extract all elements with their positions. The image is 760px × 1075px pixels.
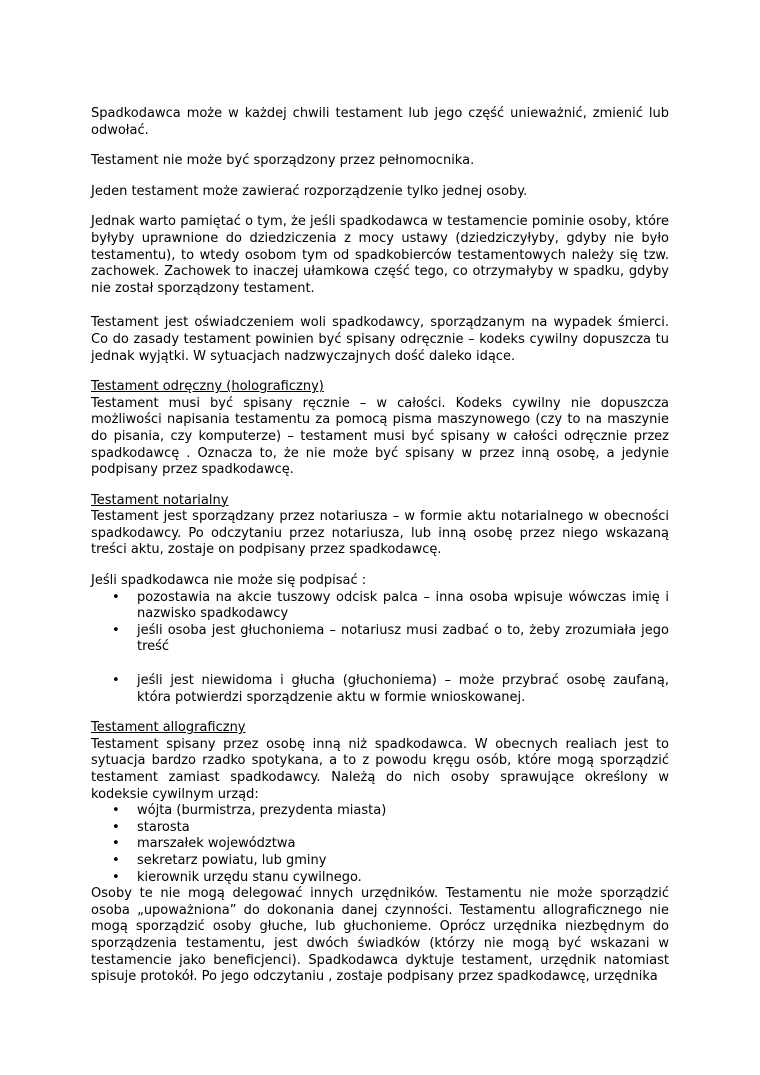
list-item xyxy=(91,803,669,820)
bullet-icon: • xyxy=(112,852,120,868)
list-item-text: sekretarz powiatu, lub gminy xyxy=(137,852,327,868)
bullet-icon: • xyxy=(112,869,120,885)
list-officials xyxy=(91,803,669,886)
list-item xyxy=(91,836,669,853)
list-item xyxy=(91,673,669,706)
heading-allographic: Testament allograficzny xyxy=(91,720,246,736)
list-item-text: wójta (burmistrza, prezydenta miasta) xyxy=(137,803,387,819)
paragraph-no-proxy: Testament nie może być sporządzony przez pełnomocnika. xyxy=(91,153,475,169)
bullet-icon: • xyxy=(112,803,120,819)
list-item-text: starosta xyxy=(137,819,190,835)
paragraph-revocation: Spadkodawca może w każdej chwili testament lub jego część unieważnić, zmienić lub odwołać. xyxy=(91,106,669,138)
paragraph-holographic: Testament musi być spisany ręcznie – w całości. Kodeks cywilny nie dopuszcza możliwości napisania testamentu za pomocą pisma maszynowego (czy to na maszynie do pisania, czy komputerze) – testament musi być spisany w całości odręcznie przez spadkodawcę . Oznacza to, że nie może być spisany w przez inną osobę, a jedynie podpisany przez spadkodawcę. xyxy=(91,395,669,478)
bullet-icon: • xyxy=(112,819,120,835)
bullet-icon: • xyxy=(112,589,120,605)
bullet-icon: • xyxy=(112,622,120,638)
bullet-icon: • xyxy=(112,673,120,689)
paragraph-forced-share: Jednak warto pamiętać o tym, że jeśli spadkodawca w testamencie pominie osoby, które byłyby uprawnione do dziedziczenia z mocy ustawy (dziedziczyłyby, gdyby nie było testamentu), to wtedy osobom tym od spadkobierców testamentowych należy się tzw. zachowek. Zachowek to inaczej ułamkowa część tego, co otrzymałyby w spadku, gdyby nie został sporządzony testament. xyxy=(91,214,669,296)
list-item xyxy=(91,820,669,837)
heading-notarial: Testament notarialny xyxy=(91,492,229,508)
list-cannot-sign xyxy=(91,590,669,707)
paragraph-one-person: Jeden testament może zawierać rozporządzenie tylko jednej osoby. xyxy=(91,183,528,199)
paragraph-allographic-closing: Osoby te nie mogą delegować innych urzędników. Testamentu nie może sporządzić osoba „upoważniona” do dokonania danej czynności. Testamentu allograficznego nie mogą sporządzić osoby głuche, lub głuchonieme. Oprócz urzędnika niezbędnym do sporządzenia testamentu, jest dwóch świadków (którzy nie mogą być wskazani w testamencie jako beneficjenci). Spadkodawca dyktuje testament, urzędnik natomiast spisuje protokół. Po jego odczytaniu , zostaje podpisany przez spadkodawcę, urzędnika xyxy=(91,886,669,985)
paragraph-cannot-sign: Jeśli spadkodawca nie może się podpisać : xyxy=(91,573,367,589)
list-item xyxy=(91,853,669,870)
list-item-text: kierownik urzędu stanu cywilnego. xyxy=(137,869,362,885)
list-item-text: pozostawia na akcie tuszowy odcisk palca – inna osoba wpisuje wówczas imię i nazwisko spadkodawcy xyxy=(137,589,669,622)
list-item-text: jeśli osoba jest głuchoniema – notariusz musi zadbać o to, żeby zrozumiała jego treść xyxy=(137,622,669,655)
paragraph-allographic: Testament spisany przez osobę inną niż spadkodawca. W obecnych realiach jest to sytuacja bardzo rzadko spotykana, a to z powodu kręgu osób, które mogą sporządzić testament zamiast spadkodawcy. Należą do nich osoby sprawujące określony w kodeksie cywilnym urząd: xyxy=(91,736,669,802)
list-item xyxy=(91,870,669,887)
heading-holographic: Testament odręczny (holograficzny) xyxy=(91,379,324,395)
document-page xyxy=(91,106,669,986)
list-item xyxy=(91,623,669,656)
list-item-text: marszałek województwa xyxy=(137,836,296,852)
paragraph-notarial: Testament jest sporządzany przez notariusza – w formie aktu notarialnego w obecności spadkodawcy. Po odczytaniu przez notariusza, lub inną osobę przez niego wskazaną treści aktu, zostaje on podpisany przez spadkodawcę. xyxy=(91,509,669,558)
paragraph-definition: Testament jest oświadczeniem woli spadkodawcy, sporządzanym na wypadek śmierci. Co do zasady testament powinien być spisany odręcznie – kodeks cywilny dopuszcza tu jednak wyjątki. W sytuacjach nadzwyczajnych dość daleko idące. xyxy=(91,315,669,364)
bullet-icon: • xyxy=(112,836,120,852)
list-item-text: jeśli jest niewidoma i głucha (głuchoniema) – może przybrać osobę zaufaną, która potwierdzi sporządzenie aktu w formie wnioskowanej. xyxy=(137,673,669,705)
list-item xyxy=(91,590,669,623)
